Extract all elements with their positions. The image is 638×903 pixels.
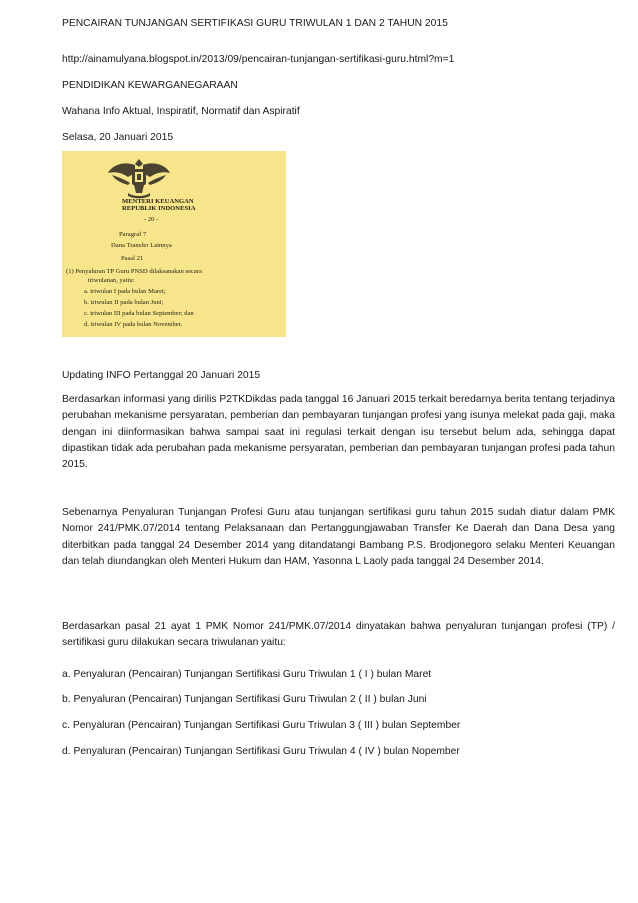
scan-paragraph-label: Paragraf 7 [119, 231, 147, 238]
scan-page-number: - 20 - [144, 216, 159, 223]
blog-tagline: Wahana Info Aktual, Inspiratif, Normatif dan Aspiratif [62, 106, 300, 117]
list-item: c. Penyaluran (Pencairan) Tunjangan Sertifikasi Guru Triwulan 3 ( III ) bulan September [62, 720, 461, 731]
scan-clause-line2: triwulanan, yaitu: [88, 277, 135, 284]
scan-ministry-line2: REPUBLIK INDONESIA [122, 205, 196, 212]
scan-article-label: Pasal 21 [121, 255, 144, 262]
blog-name: PENDIDIKAN KEWARGANEGARAAN [62, 80, 238, 91]
garuda-emblem-icon [104, 155, 174, 201]
scan-list-item: a. triwulan I pada bulan Maret; [84, 288, 166, 295]
paragraph-2: Sebenarnya Penyaluran Tunjangan Profesi Guru atau tunjangan sertifikasi guru tahun 2015 sudah diatur dalam PMK Nomor 241/PMK.07/2014 tentang Pelaksanaan dan Pertanggungjawaban Transfer Ke Daerah dan Dana Desa yang diterbitkan pada tanggal 24 Desember 2014 yang ditandatangi Bambang P.S. Brodjonegoro selaku Menteri Keuangan dan telah diundangkan oleh Menteri Hukum dan HAM, Yasonna L Laoly pada tanggal 24 Desember 2014. [62, 507, 615, 567]
paragraph-3: Berdasarkan pasal 21 ayat 1 PMK Nomor 241/PMK.07/2014 dinyatakan bahwa penyaluran tunjangan profesi (TP) / sertifikasi guru dilakukan secara triwulanan yaitu: [62, 621, 615, 649]
update-heading: Updating INFO Pertanggal 20 Januari 2015 [62, 370, 261, 381]
list-item: b. Penyaluran (Pencairan) Tunjangan Sertifikasi Guru Triwulan 2 ( II ) bulan Juni [62, 694, 427, 705]
post-date: Selasa, 20 Januari 2015 [62, 132, 174, 143]
scan-section-title: Dana Transfer Lainnya [111, 242, 172, 249]
list-item: a. Penyaluran (Pencairan) Tunjangan Sertifikasi Guru Triwulan 1 ( I ) bulan Maret [62, 669, 432, 680]
scan-list-item: c. triwulan III pada bulan September; dan [84, 310, 194, 317]
scan-ministry-line1: MENTERI KEUANGAN [122, 198, 194, 205]
scan-list-item: d. triwulan IV pada bulan November. [84, 321, 183, 328]
paragraph-1: Berdasarkan informasi yang dirilis P2TKDikdas pada tanggal 16 Januari 2015 terkait beredarnya berita tentang terjadinya perubahan mekanisme persyaratan, pemberian dan pembayaran tunjangan profesi yang isunya melekat pada gaji, maka dengan ini diinformasikan bahwa sampai saat ini regulasi terkait dengan isu tersebut belum ada, sehingga dapat dipastikan tidak ada perubahan pada mekanisme persyaratan, pemberian dan pembayaran tunjangan profesi pada tahun 2015. [62, 394, 615, 471]
regulation-scan-image [62, 151, 286, 337]
list-item: d. Penyaluran (Pencairan) Tunjangan Sertifikasi Guru Triwulan 4 ( IV ) bulan Nopember [62, 746, 460, 757]
source-url: http://ainamulyana.blogspot.in/2013/09/pencairan-tunjangan-sertifikasi-guru.html?m=1 [62, 54, 455, 65]
scan-list-item: b. triwulan II pada bulan Juni; [84, 299, 164, 306]
scan-clause-line1: (1) Penyaluran TP Guru PNSD dilaksanakan secara [66, 268, 202, 275]
document-title: PENCAIRAN TUNJANGAN SERTIFIKASI GURU TRIWULAN 1 DAN 2 TAHUN 2015 [62, 18, 448, 29]
